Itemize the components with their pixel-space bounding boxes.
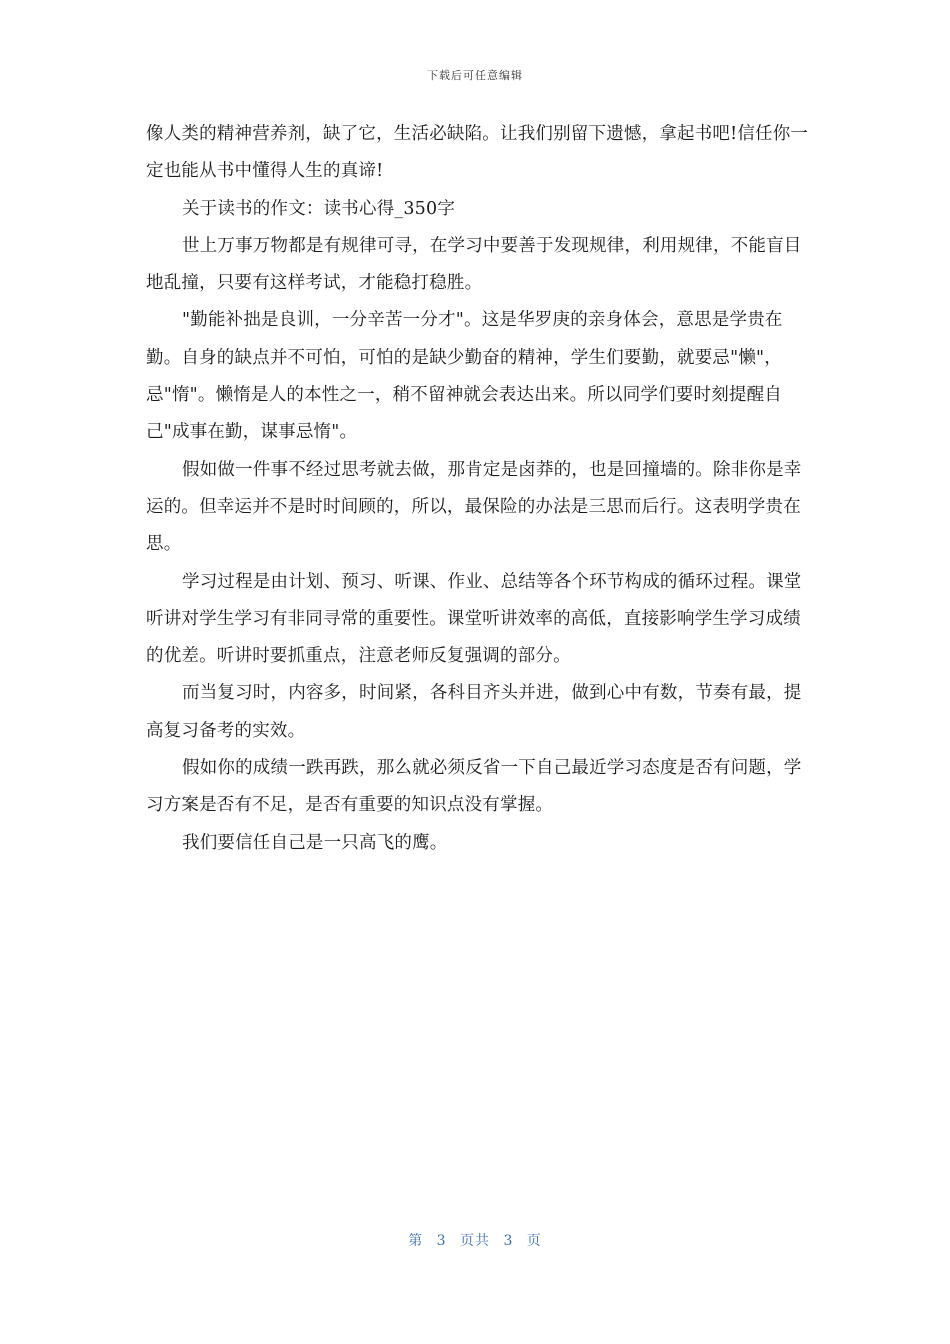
- paragraph: "勤能补拙是良训，一分辛苦一分才"。这是华罗庚的亲身体会，意思是学贵在勤。自身的缺点并不可怕，可怕的是缺少勤奋的精神，学生们要勤，就要忌"懒"，忌"惰"。懒惰是人的本性之一，稍不留神就会表达出来。所以同学们要时刻提醒自己"成事在勤，谋事忌惰"。: [146, 310, 783, 443]
- paragraph: 学习过程是由计划、预习、听课、作业、总结等各个环节构成的循环过程。课堂听讲对学生学习有非同寻常的重要性。课堂听讲效率的高低，直接影响学生学习成绩的优差。听讲时要抓重点，注意老师反复强调的部分。: [146, 571, 802, 667]
- paragraph: 而当复习时，内容多，时间紧，各科目齐头并进，做到心中有数，节奏有最，提高复习备考的实效。: [146, 683, 802, 741]
- paragraph-continued: 像人类的精神营养剂，缺了它，生活必缺陷。让我们别留下遗憾，拿起书吧!信任你一定也能从书中懂得人生的真谛!: [146, 124, 809, 182]
- paragraph: 假如你的成绩一跌再跌，那么就必须反省一下自己最近学习态度是否有问题，学习方案是否有不足，是否有重要的知识点没有掌握。: [146, 758, 802, 816]
- paragraph: 假如做一件事不经过思考就去做，那肯定是卤莽的，也是回撞墙的。除非你是幸运的。但幸运并不是时时间顾的，所以，最保险的办法是三思而后行。这表明学贵在思。: [146, 459, 802, 555]
- page-header: 下载后可任意编辑: [427, 69, 523, 82]
- paragraph: 世上万事万物都是有规律可寻，在学习中要善于发现规律，利用规律，不能盲目地乱撞，只要有这样考试，才能稳打稳胜。: [146, 235, 802, 294]
- essay-title: 关于读书的作文：读书心得_350字: [182, 198, 456, 219]
- paragraph: 我们要信任自己是一只高飞的鹰。: [182, 832, 448, 853]
- document-body: [146, 116, 816, 862]
- page-number-footer: 第 3 页共 3 页: [408, 1233, 542, 1249]
